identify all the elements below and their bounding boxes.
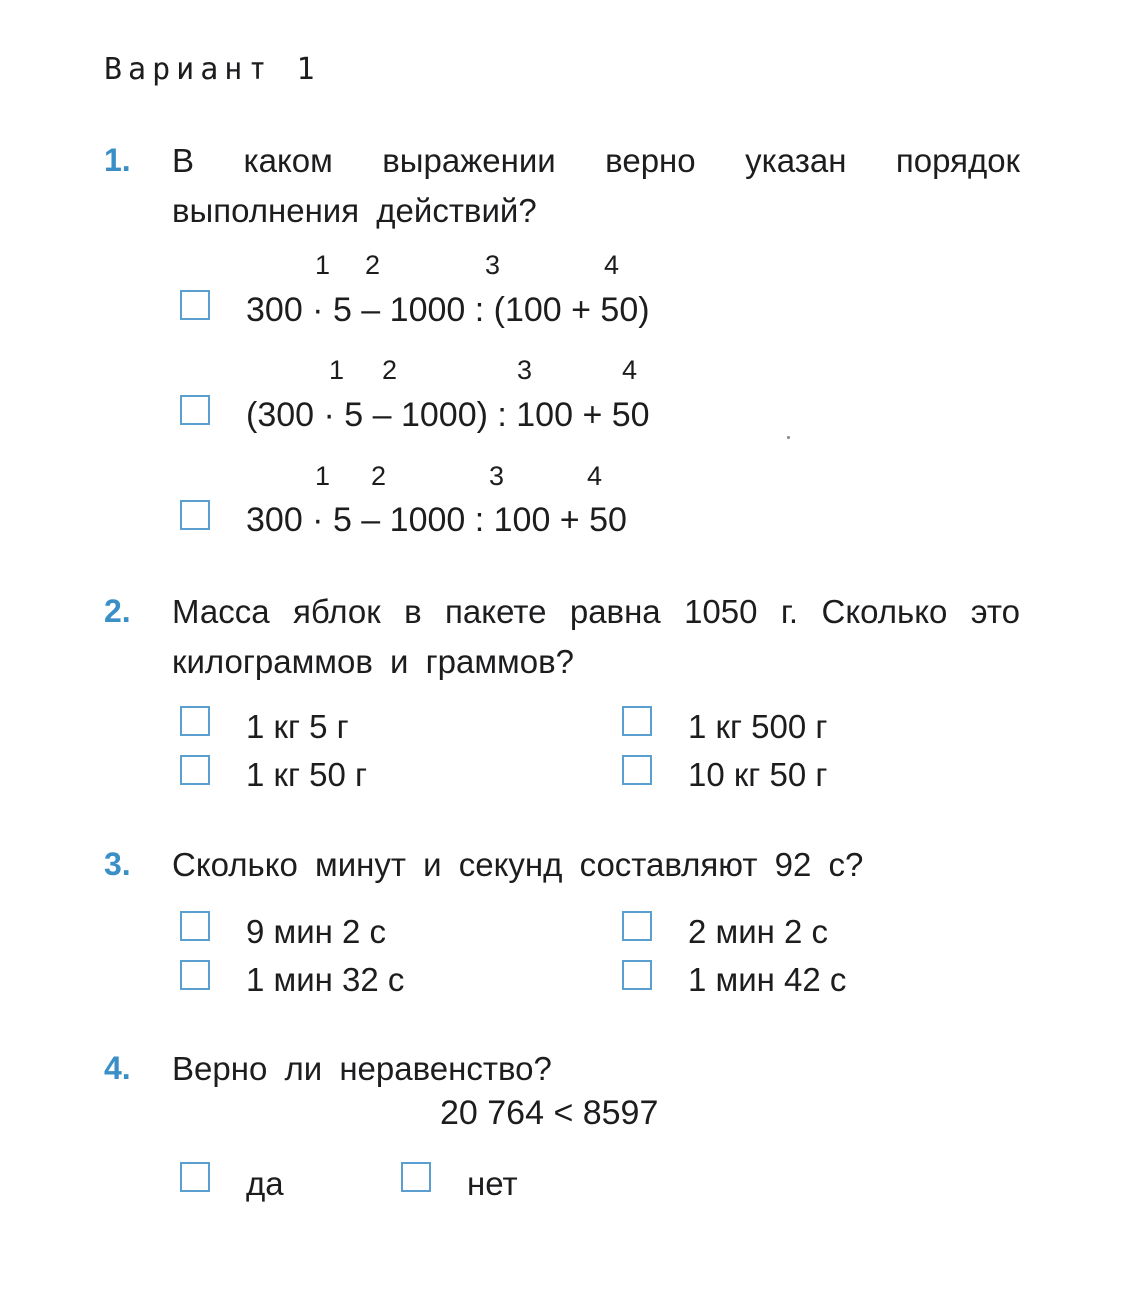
question-2-number: 2. [104, 593, 131, 629]
order-mark: 3 [485, 250, 501, 280]
order-mark: 4 [587, 461, 603, 491]
answer-option-q2-c: 1 кг 500 г [688, 708, 828, 745]
stray-dot [787, 436, 790, 439]
answer-checkbox-q1-a[interactable] [180, 290, 210, 320]
answer-option-q3-c: 2 мин 2 с [688, 913, 829, 950]
expression-q1-a: 300 · 5 – 1000 : (100 + 50) [246, 291, 650, 329]
order-mark: 2 [365, 250, 381, 280]
question-1-number: 1. [104, 142, 131, 178]
order-mark: 4 [622, 355, 638, 385]
expression-q1-b: (300 · 5 – 1000) : 100 + 50 [246, 396, 650, 434]
order-mark: 1 [315, 461, 331, 491]
order-mark: 2 [382, 355, 398, 385]
question-3-text: Сколько минут и секунд составляют 92 с? [172, 846, 864, 883]
order-mark: 3 [517, 355, 533, 385]
inequality: 20 764 < 8597 [440, 1094, 659, 1132]
question-4-number: 4. [104, 1050, 131, 1086]
answer-checkbox-q3-c[interactable] [622, 911, 652, 941]
variant-title: Вариант 1 [104, 52, 321, 87]
answer-checkbox-q2-b[interactable] [180, 755, 210, 785]
answer-option-yes: да [246, 1165, 284, 1202]
question-3-number: 3. [104, 846, 131, 882]
answer-option-q3-d: 1 мин 42 с [688, 961, 847, 998]
answer-checkbox-q3-a[interactable] [180, 911, 210, 941]
answer-option-q2-d: 10 кг 50 г [688, 756, 828, 793]
answer-checkbox-q2-c[interactable] [622, 706, 652, 736]
answer-checkbox-q1-c[interactable] [180, 500, 210, 530]
question-2-text: Масса яблок в пакете равна 1050 г. Сколько это килограммов и граммов? [172, 593, 1020, 680]
order-mark: 2 [371, 461, 387, 491]
question-4-text: Верно ли неравенство? [172, 1050, 552, 1087]
answer-checkbox-no[interactable] [401, 1162, 431, 1192]
answer-option-q2-b: 1 кг 50 г [246, 756, 368, 793]
answer-option-q2-a: 1 кг 5 г [246, 708, 349, 745]
expression-q1-c: 300 · 5 – 1000 : 100 + 50 [246, 501, 627, 539]
answer-option-q3-a: 9 мин 2 с [246, 913, 387, 950]
answer-option-q3-b: 1 мин 32 с [246, 961, 405, 998]
answer-checkbox-q3-b[interactable] [180, 960, 210, 990]
order-mark: 1 [329, 355, 345, 385]
answer-checkbox-q1-b[interactable] [180, 395, 210, 425]
order-mark: 4 [604, 250, 620, 280]
answer-checkbox-q3-d[interactable] [622, 960, 652, 990]
question-1-text: В каком выражении верно указан порядок выполнения действий? [172, 142, 1020, 229]
order-mark: 1 [315, 250, 331, 280]
order-mark: 3 [489, 461, 505, 491]
answer-checkbox-q2-a[interactable] [180, 706, 210, 736]
answer-checkbox-q2-d[interactable] [622, 755, 652, 785]
answer-checkbox-yes[interactable] [180, 1162, 210, 1192]
answer-option-no: нет [467, 1165, 518, 1202]
